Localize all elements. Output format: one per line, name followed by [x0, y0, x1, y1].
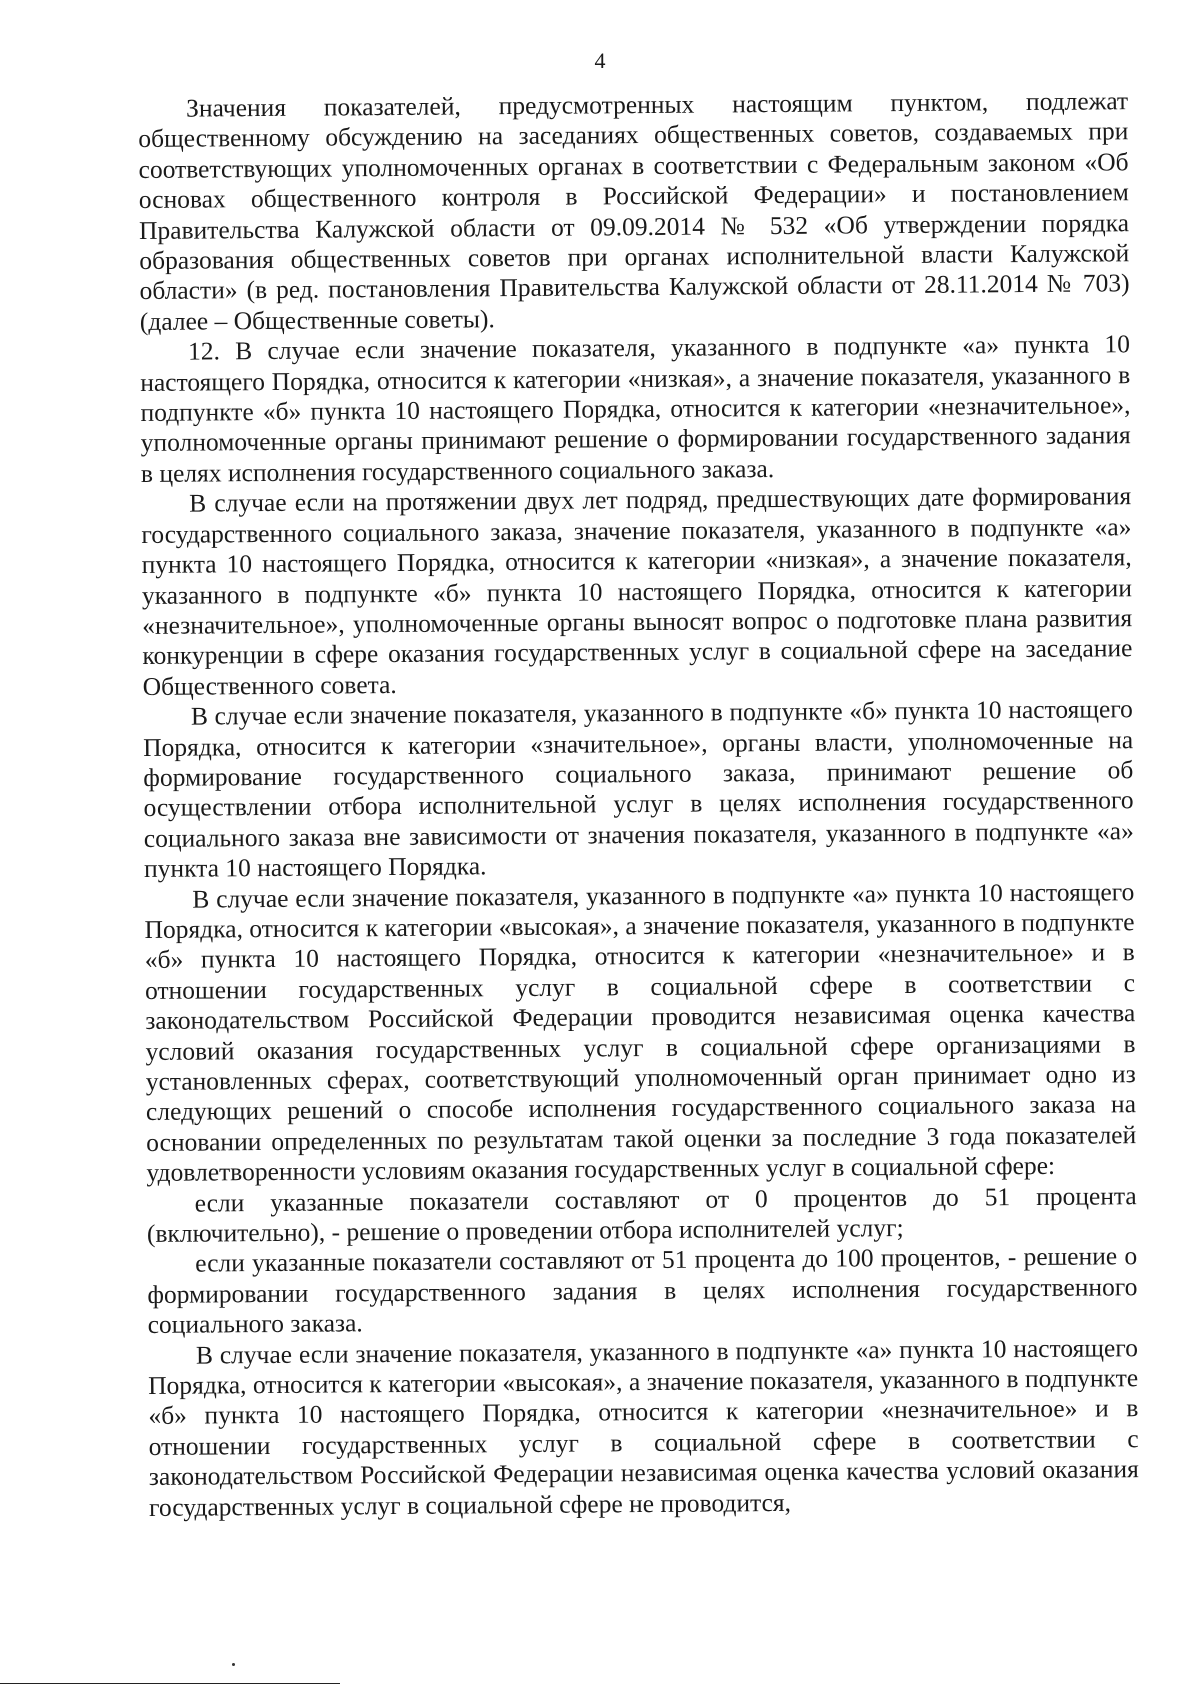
scan-speck: [232, 1663, 235, 1666]
paragraph-51-100-percent: если указанные показатели составляют от 51 процента до 100 процентов, - решение о формировании государственного задания в целях исполнения государственного социального заказа.: [147, 1241, 1138, 1340]
paragraph-item-12: 12. В случае если значение показателя, указанного в подпункте «а» пункта 10 настоящего Порядка, относится к категории «низкая», а значение показателя, указанного в подпункте «б» пункта 10 настоящего Порядка, относится к категории «незначительное», уполномоченные органы принимают решение о формировании государственного задания в целях исполнения государственного социального заказа.: [140, 329, 1131, 488]
document-body: [138, 86, 1139, 1523]
paragraph-significant: В случае если значение показателя, указанного в подпункте «б» пункта 10 настоящего Порядка, относится к категории «значительное», органы власти, уполномоченные на формирование государственного социального заказа, принимают решение об осуществлении отбора исполнительной услуг в целях исполнения государственного социального заказа вне зависимости от значения показателя, указанного в подпункте «а» пункта 10 настоящего Порядка.: [143, 694, 1134, 884]
paragraph-two-years: В случае если на протяжении двух лет подряд, предшествующих дате формирования государственного социального заказа, значение показателя, указанного в подпункте «а» пункта 10 настоящего Порядка, относится к категории «низкая», а значение показателя, указанного в подпункте «б» пункта 10 настоящего Порядка, относится к категории «незначительное», уполномоченные органы выносят вопрос о подготовке плана развития конкуренции в сфере оказания государственных услуг в социальной сфере на заседание Общественного совета.: [141, 481, 1133, 701]
page-number: 4: [594, 48, 606, 73]
paragraph-high-independent-assessment: В случае если значение показателя, указанного в подпункте «а» пункта 10 настоящего Порядка, относится к категории «высокая», а значение показателя, указанного в подпункте «б» пункта 10 настоящего Порядка, относится к категории «незначительное» и в отношении государственных услуг в социальной сфере в соответствии с законодательством Российской Федерации проводится независимая оценка качества условий оказания государственных услуг в социальной сфере организациями в установленных сферах, соответствующий уполномоченный орган принимает одно из следующих решений о способе исполнения государственного социального заказа на основании определенных по результатам такой оценки за последние 3 года показателей удовлетворенности условиям оказания государственных услуг в социальной сфере:: [144, 876, 1137, 1188]
paragraph-public-discussion: Значения показателей, предусмотренных настоящим пунктом, подлежат общественному обсуждению на заседаниях общественных советов, создаваемых при соответствующих уполномоченных органах в соответствии с Федеральным законом «Об основах общественного контроля в Российской Федерации» и постановлением Правительства Калужской области от 09.09.2014 № 532 «Об утверждении порядка образования общественных советов при органах исполнительной власти Калужской области» (в ред. постановления Правительства Калужской области от 28.11.2014 № 703) (далее – Общественные советы).: [138, 86, 1130, 336]
paragraph-0-51-percent: если указанные показатели составляют от 0 процентов до 51 процента (включительно), - решение о проведении отбора исполнителей услуг;: [146, 1180, 1137, 1248]
footnote-separator-line: [0, 1683, 340, 1684]
paragraph-high-no-assessment: В случае если значение показателя, указанного в подпункте «а» пункта 10 настоящего Порядка, относится к категории «высокая», а значение показателя, указанного в подпункте «б» пункта 10 настоящего Порядка, относится к категории «незначительное» и в отношении государственных услуг в социальной сфере в соответствии с законодательством Российской Федерации независимая оценка качества условий оказания государственных услуг в социальной сфере не проводится,: [148, 1332, 1139, 1522]
